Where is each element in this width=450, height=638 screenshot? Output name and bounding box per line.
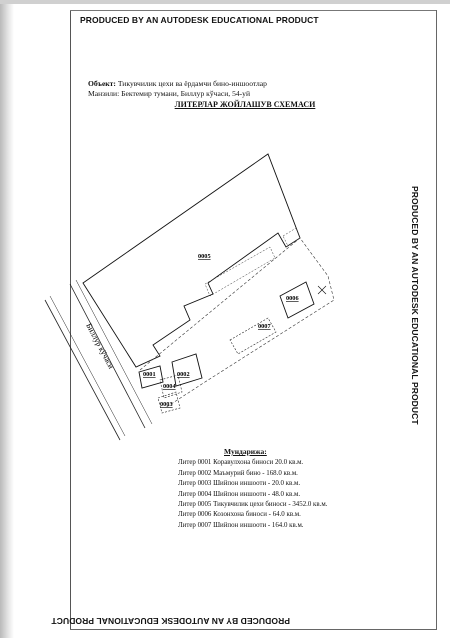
label-0006: 0006 (286, 295, 299, 302)
watermark-top: PRODUCED BY AN AUTODESK EDUCATIONAL PRODUCT (80, 15, 319, 25)
watermark-right: PRODUCED BY AN AUTODESK EDUCATIONAL PRODUCT (410, 186, 420, 425)
legend-heading: Мундарижа: (224, 447, 267, 456)
label-0005: 0005 (198, 253, 211, 260)
legend-item: Литер 0007 Шийпон иншооти - 164.0 кв.м. (178, 521, 304, 529)
legend-item: Литер 0001 Коравулхона биноси 20.0 кв.м. (178, 459, 304, 467)
legend-item: Литер 0006 Козонхона биноси - 64.0 кв.м. (178, 511, 301, 519)
cross-mark-icon (318, 286, 326, 294)
label-0002: 0002 (177, 371, 190, 378)
object-label: Объект: (88, 79, 116, 88)
label-0007: 0007 (258, 323, 271, 330)
inner-hatch-0005 (205, 228, 300, 296)
label-0003: 0003 (160, 401, 173, 408)
watermark-bottom: PRODUCED BY AN AUTODESK EDUCATIONAL PRODUCT (51, 616, 290, 626)
address-value: Бектемир тумани, Биллур кўчаси, 54-уй (121, 89, 251, 98)
scheme-title: ЛИТЕРЛАР ЖОЙЛАШУВ СХЕМАСИ (174, 100, 316, 109)
building-0002 (172, 354, 202, 386)
street-lines (45, 280, 152, 440)
street-line (45, 300, 120, 440)
address-label: Манзили: (88, 89, 120, 98)
legend-item: Литер 0004 Шийпон иншооти - 48.0 кв.м. (178, 490, 301, 498)
object-value: Тикувчилик цехи ва ёрдамчи бино-иншоотлар (117, 79, 267, 88)
label-0001: 0001 (143, 371, 156, 378)
legend-item: Литер 0005 Тикувчилик цехи биноси - 3452.0 кв.м. (178, 501, 328, 509)
street-line (76, 280, 152, 424)
street-name: Биллур кўчаси (84, 321, 116, 371)
legend-item: Литер 0003 Шийпон иншооти - 20.0 кв.м. (178, 480, 301, 488)
building-0005 (83, 154, 300, 367)
legend-item: Литер 0002 Маъмурий бино - 168.0 кв.м. (178, 469, 298, 477)
legend (178, 447, 398, 531)
hatch-zone (205, 247, 275, 296)
label-0004: 0004 (163, 383, 176, 390)
